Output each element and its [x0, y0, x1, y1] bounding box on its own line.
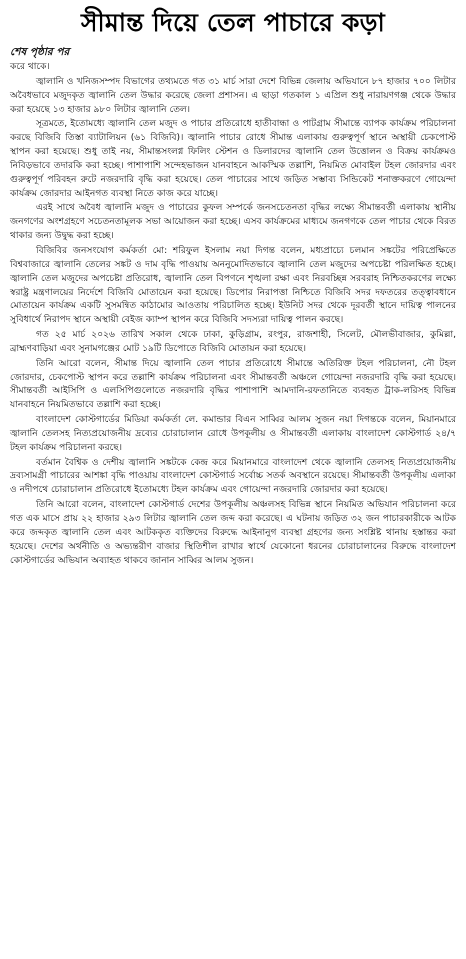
paragraph-9: তিনি আরো বলেন, বাংলাদেশ কোস্টগার্ড দেশের উপকূলীয় অঞ্চলসহ বিভিন্ন স্থানে নিয়মিত অভিযান পরিচালনা করে গত এক মাসে প্রায় ২২ হাজার ২৯৩ লিটার জ্বালানি তেল জব্দ করা করেছে। এ ঘটনায় জড়িত ৩২ জন পাচারকারীকে আটক করে জব্দকৃত জ্বালানি তেল এবং আটককৃত ব্যক্তিদের বিরুদ্ধে আইনানুগ ব্যবস্থা গ্রহণের জন্য সংশ্লিষ্ট থানায় হস্তান্তর করা হয়েছে। দেশের অর্থনীতি ও অভ্যন্তরীণ বাজার স্থিতিশীল রাখার স্বার্থে যেকোনো ধরনের চোরাচালানের বিরুদ্ধে বাংলাদেশ কোস্টগার্ডের অভিযান অব্যাহত থাকবে জানান সাব্বির আলম সুজন।: [10, 500, 456, 566]
continuation-kicker: শেষ পৃষ্ঠার পর: [10, 46, 70, 58]
article-body: [10, 61, 456, 568]
paragraph-2: সূত্রমতে, ইতোমধ্যে জ্বালানি তেল মজুদ ও পাচার প্রতিরোধে হাতীবান্ধা ও পাটগ্রাম সীমান্তে ব্যাপক কার্যক্রম পরিচালনা করছে বিজিবি তিস্তা ব্যাটালিয়ন (৬১ বিজিবি)। জ্বালানি পাচার রোধে সীমান্ত এলাকায় গুরুত্বপূর্ণ স্থানে অস্থায়ী চেকপোস্ট স্থাপন করা হয়েছে। শুধু তাই নয়, সীমান্তসংলগ্ন ফিলিং স্টেশন ও ডিলারদের জ্বালানি তেল উত্তোলন ও বিক্রয় কার্যক্রমও নিবিড়ভাবে তদারকি করা হচ্ছে। পাশাপাশি সন্দেহভাজন যানবাহনে আকস্মিক তল্লাশি, নিয়মিত মোবাইল টহল জোরদার এবং গুরুত্বপূর্ণ পরিবহন রুটে নজরদারি বৃদ্ধি করা হয়েছে। তেল পাচারের সাথে জড়িত সম্ভাব্য সিন্ডিকেট শনাক্তকরণে গোয়েন্দা কার্যক্রম জোরদার আইনগত ব্যবস্থা নিতে কাজ করে যাচ্ছে।: [10, 119, 456, 199]
paragraph-7: বাংলাদেশ কোস্টগার্ডের মিডিয়া কর্মকর্তা লে. কমান্ডার বিএন সাব্বির আলম সুজন নয়া দিগন্তকে বলেন, মিয়ানমারে জ্বালানি তেলসহ নিত্যপ্রয়োজনীয় দ্রব্যের চোরাচালান রোধে উপকূলীয় ও সীমান্তবর্তী এলাকায় বাংলাদেশ কোস্টগার্ড ২৪/৭ টহল কার্যক্রম পরিচালনা করছে।: [10, 415, 456, 453]
article-headline: সীমান্ত দিয়ে তেল পাচারে কড়া: [81, 8, 385, 37]
paragraph-1: জ্বালানি ও খনিজসম্পদ বিভাগের তথ্যমতে গত ৩১ মার্চ সারা দেশে বিভিন্ন জেলায় অভিযানে ৮৭ হাজার ৭০০ লিটার অবৈধভাবে মজুদকৃত জ্বালানি তেল উদ্ধার করেছে জেলা প্রশাসন। এ ছাড়া গতকাল ১ এপ্রিল শুধু নারায়ণগঞ্জ থেকে উদ্ধার করা হয়েছে ১৩ হাজার ৯৮০ লিটার জ্বালানি তেল।: [10, 76, 456, 115]
paragraph-6: তিনি আরো বলেন, সীমান্ত দিয়ে জ্বালানি তেল পাচার প্রতিরোধে সীমান্তে অতিরিক্ত টহল পরিচালনা, নৌ টহল জোরদার, চেকপোস্ট স্থাপন করে তল্লাশি কার্যক্রম পরিচালনা এবং সীমান্তবর্তী অঞ্চলে গোয়েন্দা নজরদারি বৃদ্ধি করা হয়েছে। সীমান্তবর্তী আইসিপি ও এলসিপিগুলোতে নজরদারি বৃদ্ধির পাশাপাশি আমদানি-রফতানিতে ব্যবহৃত ট্রাক-লরিসহ বিভিন্ন যানবাহনে নিয়মিতভাবে তল্লাশি করা হচ্ছে।: [10, 358, 456, 411]
paragraph-3: এরই সাথে অবৈধ জ্বালানি মজুদ ও পাচারের কুফল সম্পর্কে জনসচেতনতা বৃদ্ধির লক্ষ্যে সীমান্তবর্তী এলাকায় স্থানীয় জনগণের অংশগ্রহণে সচেতনতামূলক সভা আয়োজন করা হচ্ছে। এসব কার্যক্রমের মাধ্যমে জনগণকে তেল পাচার থেকে বিরত থাকার জন্য উদ্বুদ্ধ করা হচ্ছে।: [10, 203, 456, 242]
paragraph-5: গত ২৫ মার্চ ২০২৬ তারিখ সকাল থেকে ঢাকা, কুড়িগ্রাম, রংপুর, রাজশাহী, সিলেট, মৌলভীবাজার, কুমিল্লা, ব্রাহ্মণবাড়িয়া এবং সুনামগঞ্জের মোট ১৯টি ডিপোতে বিজিবি মোতায়ন করা হয়েছে।: [10, 330, 456, 354]
paragraph-continuation: করে থাকে।: [10, 62, 50, 72]
paragraph-8: বর্তমান বৈশ্বিক ও দেশীয় জ্বালানি সঙ্কটকে কেন্দ্র করে মিয়ানমারে বাংলাদেশ থেকে জ্বালানি তেলসহ নিত্যপ্রয়োজনীয় দ্রব্যসামগ্রী পাচারের আশঙ্কা বৃদ্ধি পাওয়ায় বাংলাদেশ কোস্টগার্ড সর্বোচ্চ সতর্ক অবস্থানে রয়েছে। সীমান্তবর্তী উপকূলীয় এলাকা ও নদীপথে চোরাচালান প্রতিরোধে ইতোমধ্যে টহল কার্যক্রম এবং গোয়েন্দা নজরদারি জোরদার করা হয়েছে।: [10, 457, 456, 496]
paragraph-4: বিজিবির জনসংযোগ কর্মকর্তা মো: শরিফুল ইসলাম নয়া দিগন্ত বলেন, মধ্যপ্রাচ্যে চলমান সঙ্কটের পরিপ্রেক্ষিতে বিশ্ববাজারে জ্বালানি তেলের সঙ্কট ও দাম বৃদ্ধি পাওয়ায় অননুমোদিতভাবে জ্বালানি তেল মজুদের অপচেষ্টা পরিলক্ষিত হচ্ছে। জ্বালানি তেল মজুদের অপচেষ্টা প্রতিরোধ, জ্বালানি তেল বিপণনে শৃঙ্খলা রক্ষা এবং নিরবচ্ছিন্ন সরবরাহ নিশ্চিতকরণের লক্ষ্যে স্বরাষ্ট্র মন্ত্রণালয়ের নির্দেশে বিজিবি মোতায়েন করা হয়েছে। ডিপোর নিরাপত্তা নিশ্চিতে বিজিবি সদর দফতরের তত্ত্বাবধানে মোতায়েন কার্যক্রম একটি সুসমন্বিত কাঠামোর আওতায় পরিচালিত হচ্ছে। ইউনিট সদর থেকে দূরবর্তী স্থানে দায়িত্ব পালনের সুবিধার্থে নিরাপদ স্থানে অস্থায়ী বেইজ ক্যাম্প স্থাপন করে বিজিবি সদস্যরা দায়িত্ব পালন করছে।: [10, 245, 456, 326]
